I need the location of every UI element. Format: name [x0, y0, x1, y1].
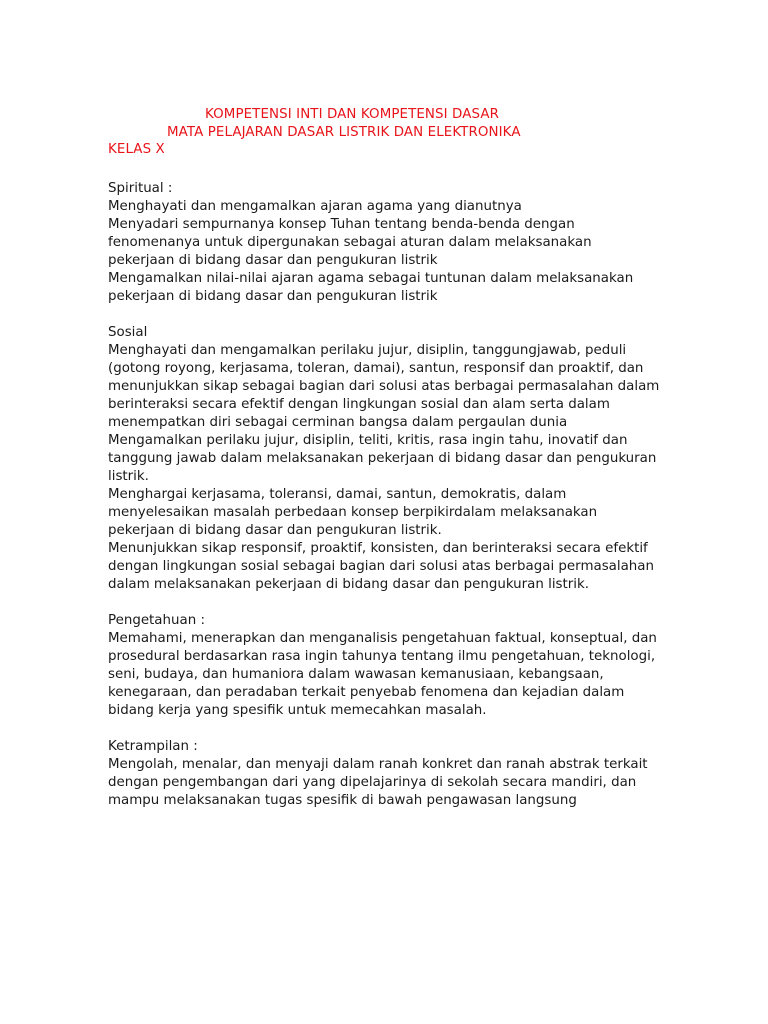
body-line: seni, budaya, dan humaniora dalam wawasan kemanusiaan, kebangsaan,	[108, 667, 604, 682]
section-title-pengetahuan: Pengetahuan :	[108, 613, 205, 628]
document-body	[108, 180, 660, 810]
section-ketrampilan	[108, 738, 648, 810]
body-line: menyelesaikan masalah perbedaan konsep berpikirdalam melaksanakan	[108, 505, 598, 520]
body-line: dengan pengembangan dari yang dipelajarinya di sekolah secara mandiri, dan	[108, 775, 637, 790]
body-line: pekerjaan di bidang dasar dan pengukuran listrik	[108, 253, 438, 268]
body-line: pekerjaan di bidang dasar dan pengukuran listrik	[108, 289, 438, 304]
section-title-spiritual: Spiritual :	[108, 181, 173, 196]
body-line: prosedural berdasarkan rasa ingin tahunya tentang ilmu pengetahuan, teknologi,	[108, 649, 656, 664]
body-line: Memahami, menerapkan dan menganalisis pengetahuan faktual, konseptual, dan	[108, 631, 657, 646]
body-line: menunjukkan sikap sebagai bagian dari solusi atas berbagai permasalahan dalam	[108, 379, 660, 394]
document-subject: MATA PELAJARAN DASAR LISTRIK DAN ELEKTRONIKA	[167, 125, 521, 140]
body-line: bidang kerja yang spesifik untuk memecahkan masalah.	[108, 703, 487, 718]
section-spiritual	[108, 180, 648, 306]
body-line: dalam melaksanakan pekerjaan di bidang dasar dan pengukuran listrik.	[108, 577, 590, 592]
body-line: Mengolah, menalar, dan menyaji dalam ranah konkret dan ranah abstrak terkait	[108, 757, 648, 772]
body-line: kenegaraan, dan peradaban terkait penyebab fenomena dan kejadian dalam	[108, 685, 625, 700]
section-pengetahuan	[108, 612, 657, 720]
body-line: Menyadari sempurnanya konsep Tuhan tentang benda-benda dengan	[108, 217, 575, 232]
body-line: dengan lingkungan sosial sebagai bagian dari solusi atas berbagai permasalahan	[108, 559, 654, 574]
body-line: (gotong royong, kerjasama, toleran, damai), santun, responsif dan proaktif, dan	[108, 361, 644, 376]
body-line: Mengamalkan nilai-nilai ajaran agama sebagai tuntunan dalam melaksanakan	[108, 271, 634, 286]
body-line: mampu melaksanakan tugas spesifik di bawah pengawasan langsung	[108, 793, 577, 808]
body-line: listrik.	[108, 469, 149, 484]
section-title-ketrampilan: Ketrampilan :	[108, 739, 198, 754]
body-line: Menghargai kerjasama, toleransi, damai, santun, demokratis, dalam	[108, 487, 567, 502]
body-line: Menunjukkan sikap responsif, proaktif, konsisten, dan berinteraksi secara efektif	[108, 541, 648, 556]
section-sosial	[108, 324, 660, 594]
body-line: tanggung jawab dalam melaksanakan pekerjaan di bidang dasar dan pengukuran	[108, 451, 657, 466]
body-line: berinteraksi secara efektif dengan lingkungan sosial dan alam serta dalam	[108, 397, 610, 412]
body-line: fenomenanya untuk dipergunakan sebagai aturan dalam melaksanakan	[108, 235, 592, 250]
body-line: Menghayati dan mengamalkan perilaku jujur, disiplin, tanggungjawab, peduli	[108, 343, 627, 358]
body-line: Mengamalkan perilaku jujur, disiplin, teliti, kritis, rasa ingin tahu, inovatif dan	[108, 433, 628, 448]
document-class: KELAS X	[108, 142, 165, 157]
section-title-sosial: Sosial	[108, 325, 148, 340]
body-line: menempatkan diri sebagai cerminan bangsa dalam pergaulan dunia	[108, 415, 568, 430]
body-line: Menghayati dan mengamalkan ajaran agama yang dianutnya	[108, 199, 522, 214]
body-line: pekerjaan di bidang dasar dan pengukuran listrik.	[108, 523, 442, 538]
document-title: KOMPETENSI INTI DAN KOMPETENSI DASAR	[205, 107, 499, 122]
